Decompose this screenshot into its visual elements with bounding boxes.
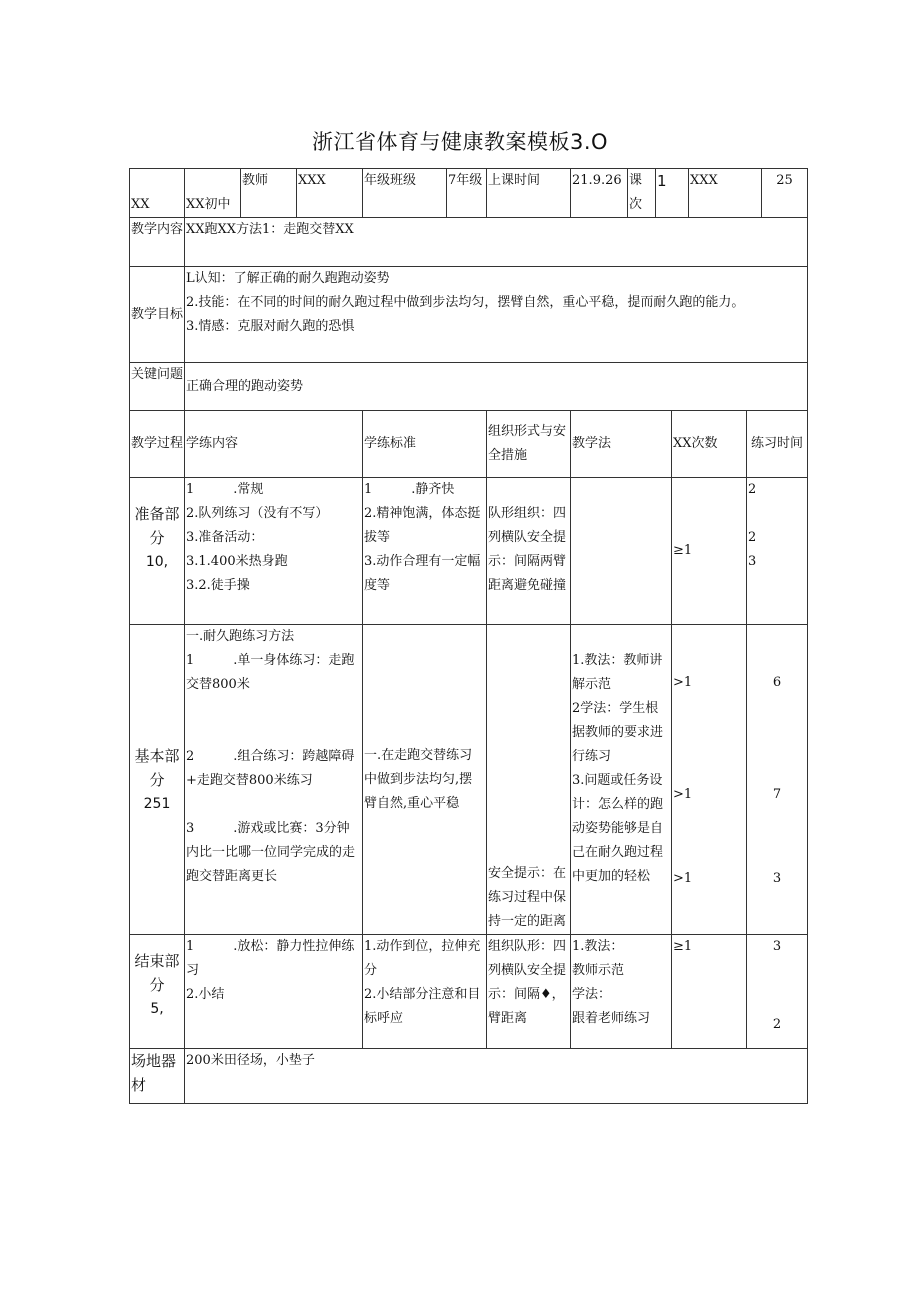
- columns-row: [130, 411, 808, 478]
- basic-method: [571, 625, 672, 935]
- lesson-label: 课次: [628, 169, 656, 218]
- extra-value: 25: [762, 169, 808, 218]
- end-content: [185, 935, 363, 1049]
- key-label: 关键问题: [130, 363, 185, 411]
- prep-row: [130, 478, 808, 625]
- end-num: 5,: [150, 1001, 164, 1017]
- basic-org: 安全提示：在练习过程中保持一定的距离: [487, 625, 571, 935]
- basic-count-item: >1: [673, 871, 693, 886]
- school-a: XX: [131, 197, 150, 212]
- col-count: XX次数: [672, 411, 747, 478]
- basic-num: 251: [143, 795, 171, 812]
- prep-time-item: 3: [748, 554, 757, 569]
- end-section: [130, 935, 185, 1049]
- basic-count-item: >1: [673, 787, 693, 802]
- basic-section: [130, 625, 185, 935]
- end-content-item: 2.小结: [186, 987, 225, 1002]
- end-method-item: 教师示范: [572, 963, 625, 978]
- lesson-plan-table: [129, 168, 808, 1104]
- prep-standard: [363, 478, 487, 625]
- end-standard: [363, 935, 487, 1049]
- prep-org-text: 队形组织：四列横队安全提示：间隔两臂距离避免碰撞: [488, 506, 567, 593]
- basic-times: [747, 625, 808, 935]
- grade-label: 年级班级: [363, 169, 447, 218]
- goals-value: [185, 267, 808, 363]
- header-row: [130, 169, 808, 218]
- end-method-item: 学法：: [572, 987, 612, 1002]
- content-label: 教学内容: [130, 218, 185, 267]
- lesson-value: 1: [656, 169, 689, 218]
- basic-standard: 一.在走跑交替练习中做到步法均匀,摆臂自然,重心平稳: [363, 625, 487, 935]
- basic-row: [130, 625, 808, 935]
- prep-time-item: 2: [748, 530, 757, 545]
- col-time: 练习时间: [747, 411, 808, 478]
- venue-row: [130, 1049, 808, 1104]
- col-method: 教学法: [571, 411, 672, 478]
- end-standard-item: 2.小结部分注意和目标呼应: [364, 987, 481, 1026]
- prep-org: [487, 478, 571, 625]
- grade-value: 7年级: [447, 169, 487, 218]
- prep-standard-item: 1 .静齐快: [364, 482, 455, 497]
- end-standard-item: 1.动作到位，拉伸充分: [364, 939, 481, 978]
- end-org: 组织队形：四列横队安全提示：间隔♦，臂距离: [487, 935, 571, 1049]
- venue-label: 场地器材: [130, 1049, 185, 1104]
- prep-num: 10,: [145, 554, 169, 570]
- goal-item: L认知：了解正确的耐久跑跑动姿势: [186, 271, 390, 286]
- goal-item: 3.情感：克服对耐久跑的恐惧: [186, 319, 355, 334]
- basic-item-1: 1 .单一身体练习：走跑交替800米: [186, 653, 355, 692]
- time-value: 21.9.26: [571, 169, 628, 218]
- end-method-item: 1.教法：: [572, 939, 624, 954]
- prep-method: [571, 478, 672, 625]
- teacher-label: 教师: [241, 169, 297, 218]
- prep-content-item: 3.1.400米热身跑: [186, 554, 288, 569]
- basic-item-2: 2 .组合练习：跨越障碍+走跑交替800米练习: [186, 749, 355, 788]
- col-standard: 学练标准: [363, 411, 487, 478]
- basic-name: 基本部分: [134, 746, 180, 789]
- prep-standard-item: 2.精神饱满，体态挺拔等: [364, 506, 481, 545]
- end-name: 结束部分: [134, 952, 180, 994]
- end-times: [747, 935, 808, 1049]
- basic-content: [185, 625, 363, 935]
- content-value: XX跑XX方法1：走跑交替XX: [185, 218, 808, 267]
- prep-count: ≥1: [672, 478, 747, 625]
- end-row: [130, 935, 808, 1049]
- teacher-value: XXX: [297, 169, 363, 218]
- end-content-item: 1 .放松：静力性拉伸练习: [186, 939, 355, 978]
- basic-method-item: 3.问题或任务设计：怎么样的跑动姿势能够是自己在耐久跑过程中更加的轻松: [572, 773, 664, 884]
- content-row: [130, 218, 808, 267]
- time-label: 上课时间: [487, 169, 571, 218]
- prep-content-item: 2.队列练习（没有不写）: [186, 506, 329, 521]
- col-org: 组织形式与安全措施: [487, 411, 571, 478]
- basic-counts: [672, 625, 747, 935]
- prep-section: [130, 478, 185, 625]
- basic-item-3: 3 .游戏或比赛：3分钟内比一比哪一位同学完成的走跑交替距离更长: [186, 821, 356, 884]
- venue-value: 200米田径场，小垫子: [185, 1049, 808, 1104]
- basic-count-item: >1: [673, 675, 693, 690]
- end-count: ≥1: [672, 935, 747, 1049]
- basic-time-item: 7: [772, 787, 782, 802]
- prep-content-item: 1 .常规: [186, 482, 264, 497]
- prep-standard-item: 3.动作合理有一定幅度等: [364, 554, 481, 593]
- basic-time-item: 3: [772, 871, 782, 886]
- end-method-item: 跟着老师练习: [572, 1011, 651, 1026]
- basic-content-head: 一.耐久跑练习方法: [186, 629, 295, 644]
- prep-time-item: 2: [748, 482, 757, 497]
- prep-content-item: 3.准备活动：: [186, 530, 264, 545]
- end-time-item: 2: [772, 1017, 782, 1032]
- basic-method-item: 2学法：学生根据教师的要求进行练习: [572, 701, 664, 764]
- basic-method-item: 1.教法：教师讲解示范: [572, 653, 663, 692]
- key-row: [130, 363, 808, 411]
- col-process: 教学过程: [130, 411, 185, 478]
- page-title: 浙江省体育与健康教案模板3.O: [311, 130, 609, 154]
- goal-item: 2.技能：在不同的时间的耐久跑过程中做到步法均匀，摆臂自然，重心平稳，提而耐久跑的能力。: [186, 295, 745, 310]
- prep-content: [185, 478, 363, 625]
- prep-times: [747, 478, 808, 625]
- school-b: XX初中: [186, 197, 231, 212]
- prep-content-item: 3.2.徒手操: [186, 578, 250, 593]
- col-content: 学练内容: [185, 411, 363, 478]
- basic-time-item: 6: [772, 675, 782, 690]
- extra-label: XXX: [689, 169, 762, 218]
- goals-label: 教学目标: [130, 267, 185, 363]
- key-value: 正确合理的跑动姿势: [185, 363, 808, 411]
- prep-name: 准备部分: [134, 505, 180, 547]
- end-time-item: 3: [772, 939, 782, 954]
- goals-row: [130, 267, 808, 363]
- end-method: [571, 935, 672, 1049]
